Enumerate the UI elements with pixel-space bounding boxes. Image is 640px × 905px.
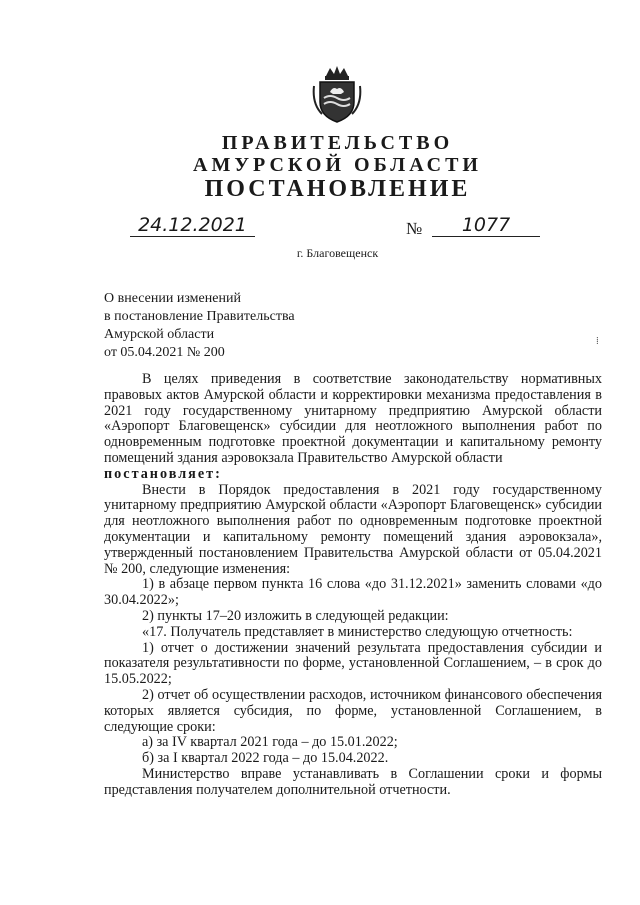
number-label: № — [406, 219, 423, 238]
body-paragraph: 2) отчет об осуществлении расходов, источником финансового обеспечения которых является субсидия, по форме, установленной Соглашением, в следующие сроки: — [104, 686, 602, 735]
government-title-line-2: АМУРСКОЙ ОБЛАСТИ — [193, 154, 482, 176]
body-paragraph: Министерство вправе устанавливать в Соглашении сроки и формы представления получателем дополнительной отчетности. — [104, 765, 602, 798]
government-title-line-1: ПРАВИТЕЛЬСТВО — [221, 132, 454, 154]
body-paragraph: В целях приведения в соответствие законодательству нормативных правовых актов Амурской области и корректировки механизма предоставления в 2021 году государственному унитарному предприятию Амурской области «Аэропорт Благовещенск» субсидии для неотложного выполнения работ по одновременным подготовке проектной документации и капитальному ремонту помещений здания аэровокзала Правительство Амурской области — [104, 371, 602, 466]
body-paragraph: 2) пункты 17–20 изложить в следующей редакции: — [142, 607, 449, 624]
document-subject — [104, 290, 295, 362]
body-paragraph: Внести в Порядок предоставления в 2021 году государственному унитарному предприятию Амурской области «Аэропорт Благовещенск» субсидии для неотложного выполнения работ по одновременным подготовке проектной документации и капитальному ремонту помещений здания аэровокзала», утвержденный постановлением Правительства Амурской области от 05.04.2021 № 200, следующие изменения: — [104, 481, 602, 577]
coat-of-arms-emblem — [312, 64, 362, 124]
document-date: 24.12.2021 — [130, 214, 255, 237]
city-name: г. Благовещенск — [296, 246, 379, 260]
subject-line: О внесении изменений — [104, 291, 241, 306]
body-paragraph: 1) отчет о достижении значений результата предоставления субсидии и показателя результативности по форме, установленной Соглашением, – в срок до 15.05.2022; — [104, 639, 602, 688]
body-paragraph: 1) в абзаце первом пункта 16 слова «до 31.12.2021» заменить словами «до 30.04.2022»; — [104, 576, 602, 609]
resolution-verb: постановляет: — [104, 465, 222, 482]
body-paragraph: б) за I квартал 2022 года – до 15.04.2022. — [142, 750, 389, 767]
body-paragraph: а) за IV квартал 2021 года – до 15.01.2022; — [142, 734, 398, 751]
subject-line: Амурской области — [104, 327, 215, 342]
subject-line: от 05.04.2021 № 200 — [104, 345, 225, 360]
document-number: 1077 — [432, 214, 540, 237]
body-paragraph: «17. Получатель представляет в министерство следующую отчетность: — [142, 623, 573, 640]
margin-mark: ⁞ — [596, 336, 599, 347]
document-body — [104, 372, 602, 799]
document-type-title: ПОСТАНОВЛЕНИЕ — [204, 176, 471, 202]
subject-line: в постановление Правительства — [104, 309, 295, 324]
